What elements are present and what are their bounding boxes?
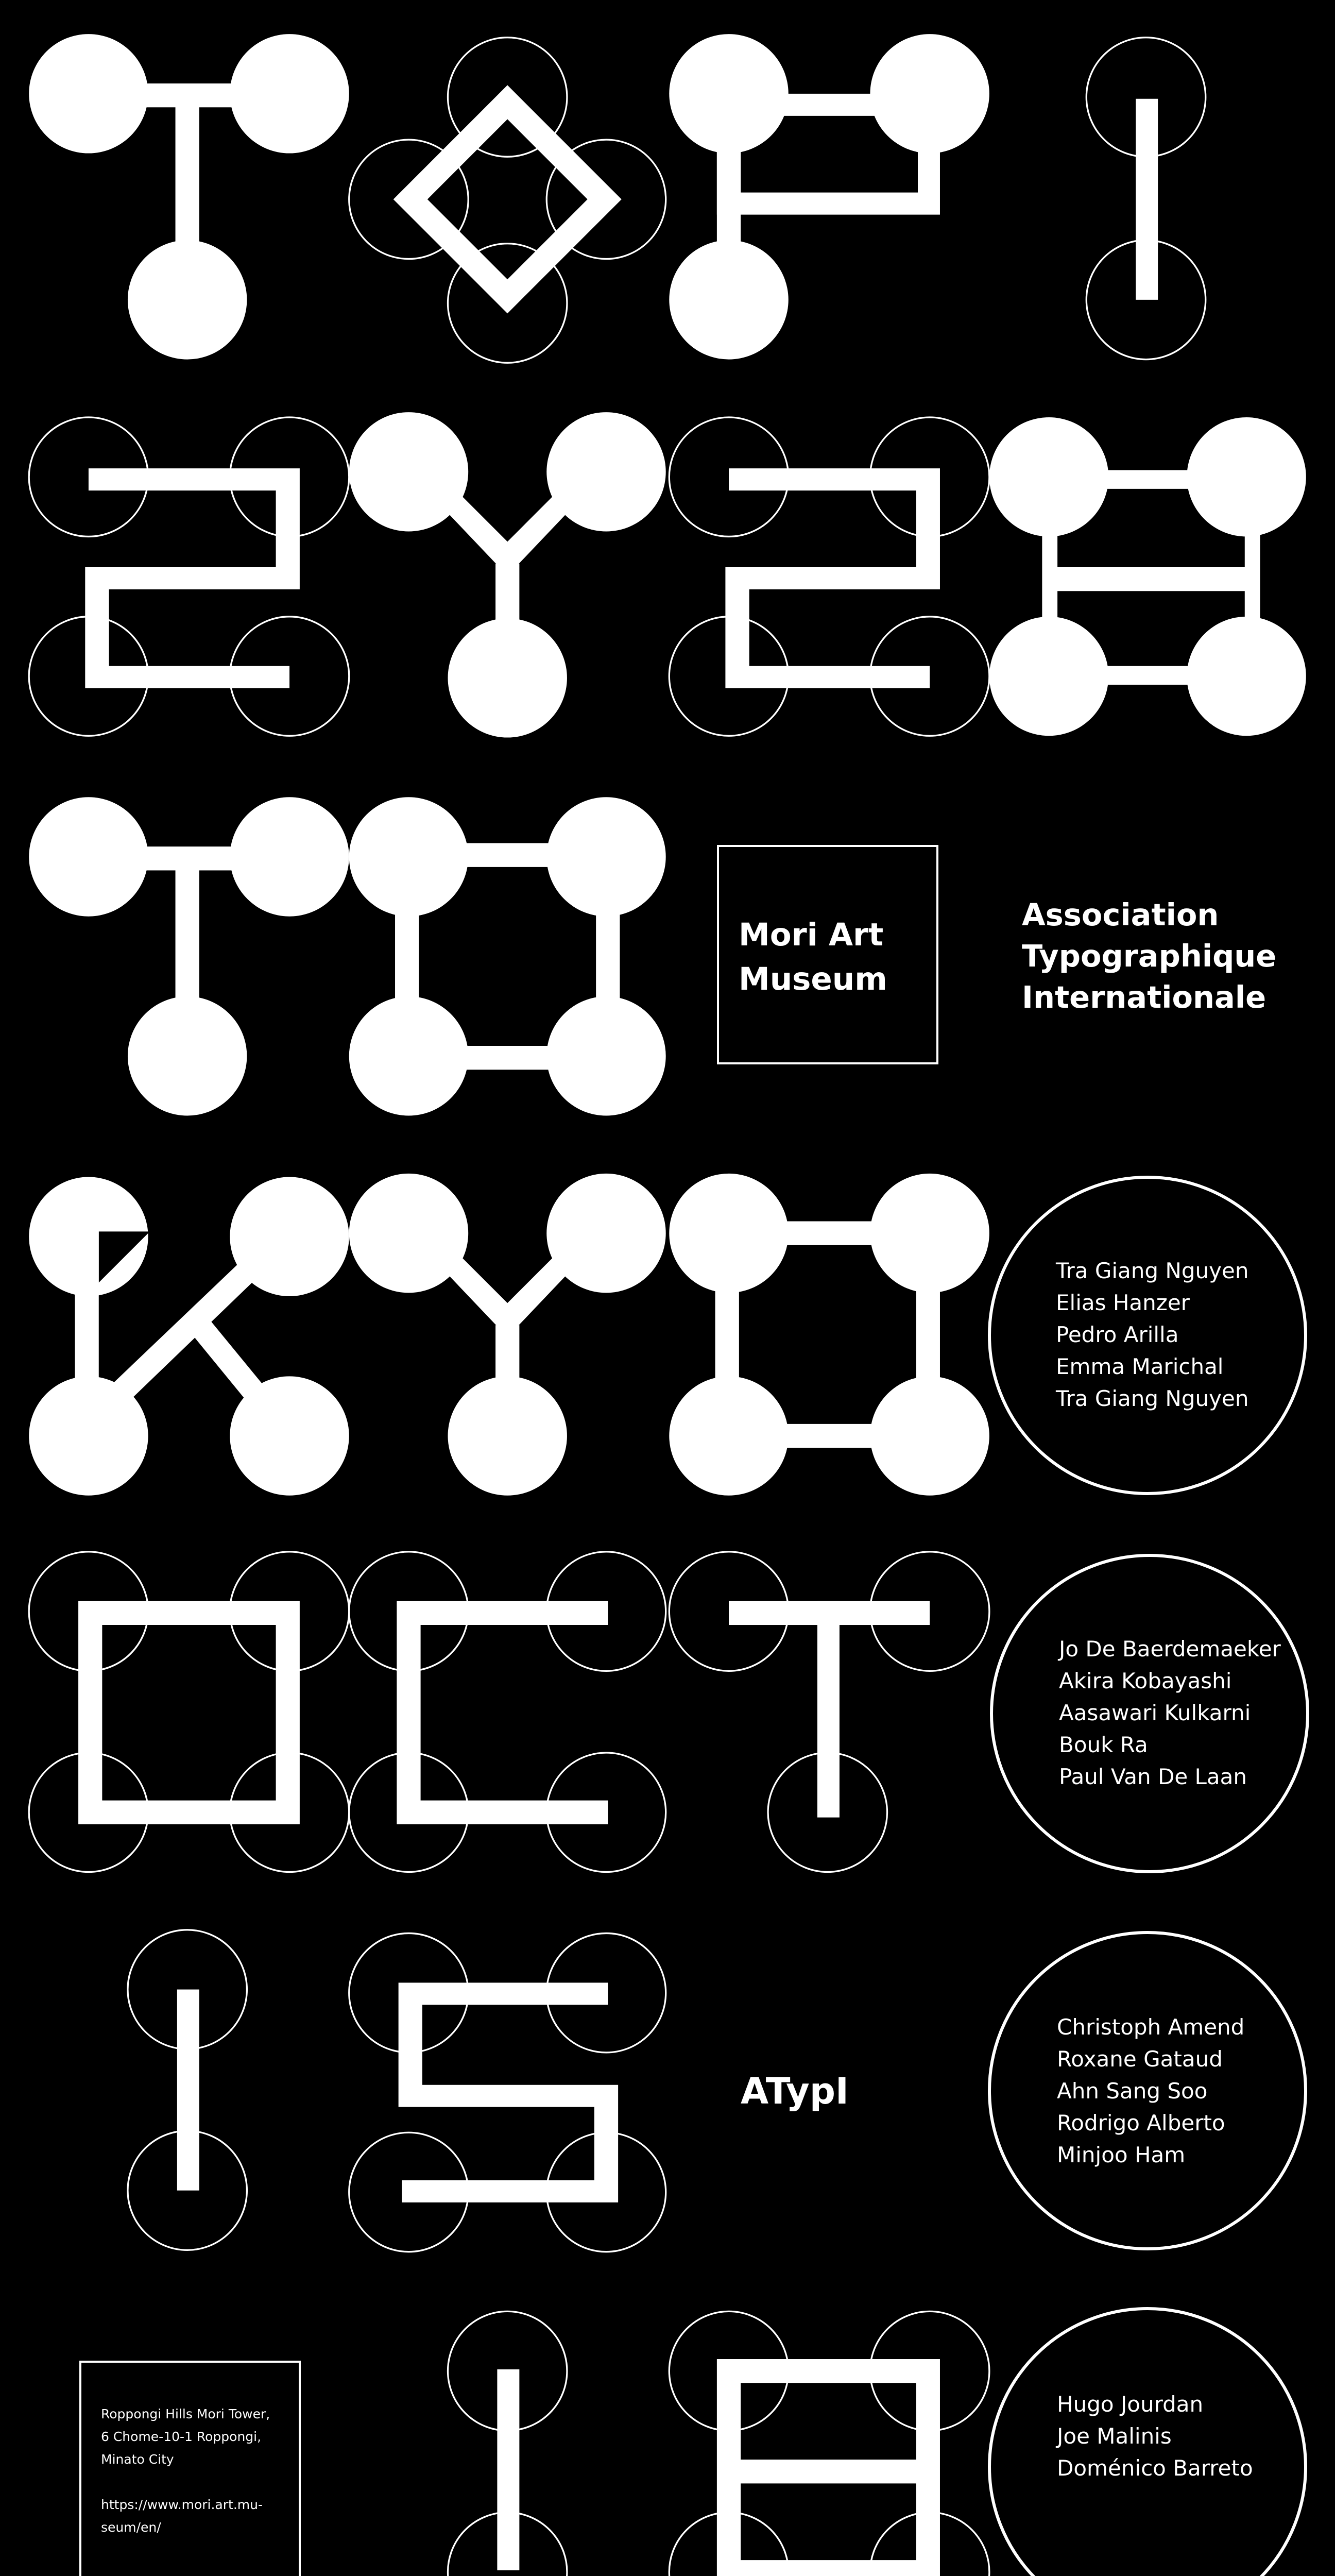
glyph-b bbox=[989, 417, 1306, 736]
speaker-name: Rodrigo Alberto bbox=[1057, 2110, 1225, 2136]
organizer-name: Association Typographique Internationale bbox=[1022, 897, 1277, 1015]
speaker-name: Paul Van De Laan bbox=[1059, 1764, 1247, 1789]
speaker-name: Akira Kobayashi bbox=[1059, 1668, 1232, 1693]
glyph-2b bbox=[669, 417, 989, 736]
speaker-name: Christoph Amend bbox=[1057, 2014, 1245, 2040]
glyph-1 bbox=[128, 1930, 247, 2250]
speaker-name: Aasawari Kulkarni bbox=[1059, 1700, 1251, 1725]
glyph-t3 bbox=[669, 1552, 989, 1872]
glyph-2a bbox=[29, 417, 349, 736]
speaker-name: Hugo Jourdan bbox=[1057, 2392, 1204, 2417]
speaker-name: Tra Giang Nguyen bbox=[1056, 1258, 1249, 1283]
address-block bbox=[101, 2403, 286, 2539]
speaker-list-3 bbox=[1057, 2011, 1244, 2171]
glyph-k bbox=[29, 1177, 349, 1496]
speaker-name: Tra Giang Nguyen bbox=[1056, 1386, 1249, 1411]
speaker-name: Elias Hanzer bbox=[1056, 1290, 1190, 1315]
address-line: Minato City bbox=[101, 2452, 174, 2467]
glyph-1b bbox=[448, 2311, 567, 2576]
website-link[interactable]: seum/en/ bbox=[101, 2520, 161, 2535]
speaker-name: Jo De Baerdemaeker bbox=[1059, 1636, 1281, 1662]
speaker-name: Emma Marichal bbox=[1056, 1354, 1224, 1379]
glyph-p bbox=[669, 34, 989, 359]
glyph-y2 bbox=[349, 1174, 666, 1496]
speaker-name: Roxane Gataud bbox=[1057, 2046, 1223, 2072]
speaker-name: Ahn Sang Soo bbox=[1057, 2078, 1208, 2104]
speaker-name: Doménico Barreto bbox=[1057, 2455, 1253, 2481]
speaker-name: Bouk Ra bbox=[1059, 1732, 1148, 1757]
speaker-name: Minjoo Ham bbox=[1057, 2142, 1186, 2167]
address-line: Roppongi Hills Mori Tower, bbox=[101, 2406, 270, 2421]
glyph-c bbox=[349, 1552, 666, 1872]
glyph-i bbox=[1086, 38, 1205, 360]
speaker-list-2 bbox=[1059, 1633, 1281, 1793]
website-link[interactable]: https://www.mori.art.mu- bbox=[101, 2497, 263, 2512]
glyph-t bbox=[29, 34, 349, 359]
glyph-8 bbox=[669, 2311, 989, 2576]
speaker-list-1 bbox=[1056, 1255, 1248, 1415]
address-line: 6 Chome-10-1 Roppongi, bbox=[101, 2429, 262, 2444]
speaker-name: Pedro Arilla bbox=[1056, 1322, 1179, 1347]
glyph-o-diamond bbox=[349, 38, 666, 363]
venue-name: Mori Art Museum bbox=[739, 917, 887, 997]
glyph-t2 bbox=[29, 797, 349, 1115]
glyph-o-square bbox=[349, 797, 666, 1115]
speaker-name: Joe Malinis bbox=[1057, 2424, 1172, 2449]
glyph-5 bbox=[349, 1933, 666, 2251]
glyph-y bbox=[349, 412, 666, 737]
speaker-list-4 bbox=[1057, 2388, 1253, 2484]
atypi-brand: ATypI bbox=[741, 2070, 849, 2112]
glyph-o2 bbox=[669, 1174, 989, 1496]
glyph-o3 bbox=[29, 1552, 349, 1872]
